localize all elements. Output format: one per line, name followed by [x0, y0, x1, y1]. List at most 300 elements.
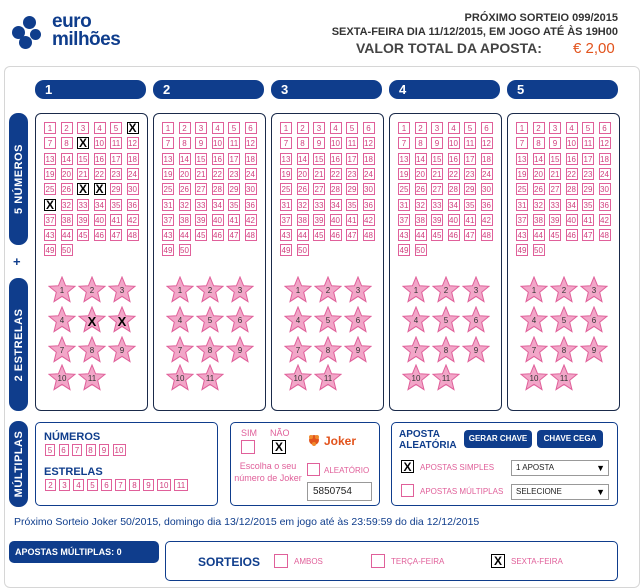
multiple-number-8[interactable]: 8 — [86, 444, 96, 456]
number-cell-3[interactable]: 3 — [195, 122, 207, 134]
number-cell-38[interactable]: 38 — [534, 215, 543, 225]
number-cell-8[interactable]: 8 — [415, 137, 427, 149]
number-cell-10[interactable]: 10 — [449, 139, 458, 149]
star-4[interactable] — [48, 306, 76, 334]
number-cell-37[interactable]: 37 — [163, 215, 173, 225]
number-cell-28[interactable]: 28 — [567, 185, 576, 195]
number-cell-44[interactable]: 44 — [62, 231, 71, 241]
number-cell-19[interactable]: 19 — [163, 169, 173, 179]
number-cell-44[interactable]: 44 — [180, 231, 189, 241]
number-cell-11[interactable]: 11 — [583, 139, 593, 149]
simple-bets-checkbox[interactable]: X — [401, 460, 414, 473]
number-cell-26[interactable]: 26 — [180, 185, 189, 195]
multiple-star-10[interactable]: 10 — [157, 479, 171, 491]
number-cell-42[interactable]: 42 — [128, 215, 137, 225]
number-cell-36[interactable]: 36 — [128, 200, 137, 210]
number-cell-45[interactable]: 45 — [314, 231, 324, 241]
number-cell-47[interactable]: 47 — [347, 231, 357, 241]
number-cell-23[interactable]: 23 — [229, 169, 239, 179]
star-5[interactable] — [196, 306, 224, 334]
number-cell-38[interactable]: 38 — [62, 215, 71, 225]
number-cell-36[interactable]: 36 — [482, 200, 491, 210]
number-cell-14[interactable]: 14 — [298, 154, 307, 164]
number-cell-41[interactable]: 41 — [583, 215, 593, 225]
number-cell-33[interactable]: 33 — [432, 200, 442, 210]
star-2[interactable] — [78, 276, 106, 304]
number-cell-18[interactable]: 18 — [128, 154, 137, 164]
number-cell-37[interactable]: 37 — [399, 215, 409, 225]
number-cell-23[interactable]: 23 — [111, 169, 121, 179]
number-cell-24[interactable]: 24 — [482, 169, 491, 179]
number-cell-4[interactable]: 4 — [448, 122, 460, 134]
blind-key-button[interactable]: CHAVE CEGA — [537, 430, 603, 448]
number-cell-4[interactable]: 4 — [330, 122, 342, 134]
tuesday-checkbox[interactable] — [371, 554, 385, 568]
multiple-number-5[interactable]: 5 — [45, 444, 55, 456]
number-cell-30[interactable]: 30 — [364, 185, 373, 195]
number-cell-1[interactable]: 1 — [280, 122, 292, 134]
star-9[interactable] — [344, 336, 372, 364]
number-cell-29[interactable]: 29 — [347, 185, 357, 195]
star-3[interactable] — [108, 276, 136, 304]
number-cell-16[interactable]: 16 — [331, 154, 340, 164]
number-cell-48[interactable]: 48 — [482, 231, 491, 241]
number-cell-25[interactable]: 25 — [45, 185, 55, 195]
star-7[interactable] — [284, 336, 312, 364]
star-1[interactable] — [520, 276, 548, 304]
number-cell-28[interactable]: X — [95, 182, 104, 197]
number-cell-38[interactable]: 38 — [298, 215, 307, 225]
star-4[interactable] — [520, 306, 548, 334]
star-6[interactable] — [108, 306, 136, 334]
number-cell-22[interactable]: 22 — [567, 169, 576, 179]
star-2[interactable] — [314, 276, 342, 304]
number-cell-20[interactable]: 20 — [298, 169, 307, 179]
number-cell-19[interactable]: 19 — [399, 169, 409, 179]
number-cell-2[interactable]: 2 — [297, 122, 309, 134]
number-cell-20[interactable]: 20 — [62, 169, 71, 179]
multiple-star-2[interactable]: 2 — [45, 479, 56, 491]
number-cell-3[interactable]: 3 — [313, 122, 325, 134]
number-cell-12[interactable]: 12 — [246, 139, 255, 149]
number-cell-9[interactable]: 9 — [431, 137, 443, 149]
number-cell-39[interactable]: 39 — [196, 215, 206, 225]
generate-key-button[interactable]: GERAR CHAVE — [464, 430, 532, 448]
number-cell-48[interactable]: 48 — [246, 231, 255, 241]
multiple-star-4[interactable]: 4 — [73, 479, 84, 491]
number-cell-13[interactable]: 13 — [281, 154, 291, 164]
number-cell-25[interactable]: 25 — [517, 185, 527, 195]
number-cell-49[interactable]: 49 — [163, 246, 173, 256]
number-cell-18[interactable]: 18 — [364, 154, 373, 164]
number-cell-47[interactable]: 47 — [465, 231, 475, 241]
multiple-star-9[interactable]: 9 — [143, 479, 154, 491]
number-cell-24[interactable]: 24 — [128, 169, 137, 179]
number-cell-12[interactable]: 12 — [128, 139, 137, 149]
number-cell-28[interactable]: 28 — [449, 185, 458, 195]
number-cell-38[interactable]: 38 — [180, 215, 189, 225]
number-cell-47[interactable]: 47 — [111, 231, 121, 241]
number-cell-22[interactable]: 22 — [213, 169, 222, 179]
number-cell-13[interactable]: 13 — [45, 154, 55, 164]
number-cell-49[interactable]: 49 — [399, 246, 409, 256]
number-cell-21[interactable]: 21 — [432, 169, 442, 179]
number-cell-34[interactable]: 34 — [449, 200, 458, 210]
number-cell-10[interactable]: 10 — [213, 139, 222, 149]
number-cell-6[interactable]: X — [128, 121, 137, 135]
joker-number-input[interactable]: 5850754 — [307, 482, 372, 501]
multiple-number-6[interactable]: 6 — [59, 444, 69, 456]
number-cell-1[interactable]: 1 — [162, 122, 174, 134]
number-cell-34[interactable]: 34 — [331, 200, 340, 210]
star-9[interactable] — [108, 336, 136, 364]
number-cell-16[interactable]: 16 — [449, 154, 458, 164]
star-3[interactable] — [344, 276, 372, 304]
number-cell-14[interactable]: 14 — [534, 154, 543, 164]
number-cell-3[interactable]: 3 — [77, 122, 89, 134]
multiple-star-6[interactable]: 6 — [101, 479, 112, 491]
number-cell-17[interactable]: 17 — [583, 154, 593, 164]
number-cell-48[interactable]: 48 — [128, 231, 137, 241]
number-cell-3[interactable]: 3 — [549, 122, 561, 134]
number-cell-31[interactable]: 31 — [281, 200, 291, 210]
number-cell-6[interactable]: 6 — [599, 122, 611, 134]
number-cell-49[interactable]: 49 — [517, 246, 527, 256]
number-cell-21[interactable]: 21 — [196, 169, 206, 179]
number-cell-49[interactable]: 49 — [281, 246, 291, 256]
number-cell-29[interactable]: 29 — [583, 185, 593, 195]
number-cell-6[interactable]: 6 — [363, 122, 375, 134]
number-cell-32[interactable]: 32 — [534, 200, 543, 210]
number-cell-39[interactable]: 39 — [550, 215, 560, 225]
star-6[interactable] — [580, 306, 608, 334]
number-cell-19[interactable]: 19 — [281, 169, 291, 179]
multiple-star-3[interactable]: 3 — [59, 479, 70, 491]
number-cell-12[interactable]: 12 — [482, 139, 491, 149]
number-cell-19[interactable]: 19 — [45, 169, 55, 179]
number-cell-11[interactable]: 11 — [465, 139, 475, 149]
number-cell-43[interactable]: 43 — [281, 231, 291, 241]
number-cell-16[interactable]: 16 — [213, 154, 222, 164]
number-cell-10[interactable]: 10 — [95, 139, 104, 149]
number-cell-31[interactable]: 31 — [399, 200, 409, 210]
number-cell-42[interactable]: 42 — [364, 215, 373, 225]
number-cell-8[interactable]: 8 — [297, 137, 309, 149]
number-cell-34[interactable]: 34 — [95, 200, 104, 210]
number-cell-18[interactable]: 18 — [600, 154, 609, 164]
number-cell-1[interactable]: 1 — [516, 122, 528, 134]
number-cell-12[interactable]: 12 — [600, 139, 609, 149]
star-1[interactable] — [284, 276, 312, 304]
number-cell-49[interactable]: 49 — [45, 246, 55, 256]
number-cell-35[interactable]: 35 — [465, 200, 475, 210]
star-10[interactable] — [166, 364, 194, 392]
number-cell-40[interactable]: 40 — [95, 215, 104, 225]
number-cell-17[interactable]: 17 — [111, 154, 121, 164]
star-10[interactable] — [284, 364, 312, 392]
number-cell-25[interactable]: 25 — [163, 185, 173, 195]
multiple-number-9[interactable]: 9 — [99, 444, 109, 456]
number-cell-50[interactable]: 50 — [298, 246, 307, 256]
number-cell-37[interactable]: 37 — [281, 215, 291, 225]
multiple-number-7[interactable]: 7 — [72, 444, 82, 456]
number-cell-31[interactable]: 31 — [517, 200, 527, 210]
star-10[interactable] — [402, 364, 430, 392]
number-cell-9[interactable]: X — [78, 136, 87, 151]
star-4[interactable] — [166, 306, 194, 334]
star-1[interactable] — [402, 276, 430, 304]
star-8[interactable] — [78, 336, 106, 364]
number-cell-33[interactable]: 33 — [550, 200, 560, 210]
number-cell-48[interactable]: 48 — [600, 231, 609, 241]
number-cell-9[interactable]: 9 — [549, 137, 561, 149]
number-cell-7[interactable]: 7 — [280, 137, 292, 149]
number-cell-4[interactable]: 4 — [94, 122, 106, 134]
number-cell-7[interactable]: 7 — [398, 137, 410, 149]
star-5[interactable] — [550, 306, 578, 334]
multiple-star-11[interactable]: 11 — [174, 479, 188, 491]
star-8[interactable] — [196, 336, 224, 364]
number-cell-2[interactable]: 2 — [61, 122, 73, 134]
number-cell-25[interactable]: 25 — [399, 185, 409, 195]
number-cell-24[interactable]: 24 — [246, 169, 255, 179]
number-cell-40[interactable]: 40 — [449, 215, 458, 225]
number-cell-7[interactable]: 7 — [516, 137, 528, 149]
star-6[interactable] — [344, 306, 372, 334]
number-cell-31[interactable]: 31 — [163, 200, 173, 210]
star-2[interactable] — [196, 276, 224, 304]
number-cell-45[interactable]: 45 — [78, 231, 88, 241]
multiple-star-5[interactable]: 5 — [87, 479, 98, 491]
star-11[interactable] — [314, 364, 342, 392]
star-10[interactable] — [48, 364, 76, 392]
number-cell-15[interactable]: 15 — [550, 154, 560, 164]
number-cell-4[interactable]: 4 — [212, 122, 224, 134]
number-cell-30[interactable]: 30 — [128, 185, 137, 195]
number-cell-39[interactable]: 39 — [432, 215, 442, 225]
number-cell-39[interactable]: 39 — [314, 215, 324, 225]
number-cell-16[interactable]: 16 — [567, 154, 576, 164]
number-cell-4[interactable]: 4 — [566, 122, 578, 134]
number-cell-46[interactable]: 46 — [213, 231, 222, 241]
number-cell-41[interactable]: 41 — [465, 215, 475, 225]
number-cell-2[interactable]: 2 — [533, 122, 545, 134]
number-cell-7[interactable]: 7 — [44, 137, 56, 149]
number-cell-46[interactable]: 46 — [449, 231, 458, 241]
number-cell-17[interactable]: 17 — [229, 154, 239, 164]
number-cell-6[interactable]: 6 — [245, 122, 257, 134]
number-cell-27[interactable]: 27 — [550, 185, 560, 195]
number-cell-8[interactable]: 8 — [533, 137, 545, 149]
number-cell-35[interactable]: 35 — [111, 200, 121, 210]
number-cell-29[interactable]: 29 — [111, 185, 121, 195]
number-cell-1[interactable]: 1 — [44, 122, 56, 134]
number-cell-10[interactable]: 10 — [567, 139, 576, 149]
number-cell-26[interactable]: 26 — [416, 185, 425, 195]
number-cell-46[interactable]: 46 — [567, 231, 576, 241]
number-cell-18[interactable]: 18 — [246, 154, 255, 164]
star-5[interactable] — [432, 306, 460, 334]
number-cell-21[interactable]: 21 — [314, 169, 324, 179]
number-cell-32[interactable]: 32 — [62, 200, 71, 210]
number-cell-41[interactable]: 41 — [111, 215, 121, 225]
number-cell-9[interactable]: 9 — [195, 137, 207, 149]
star-2[interactable] — [432, 276, 460, 304]
star-9[interactable] — [462, 336, 490, 364]
multiple-bets-checkbox[interactable] — [401, 484, 414, 497]
number-cell-32[interactable]: 32 — [298, 200, 307, 210]
number-cell-45[interactable]: 45 — [550, 231, 560, 241]
star-8[interactable] — [314, 336, 342, 364]
number-cell-20[interactable]: 20 — [416, 169, 425, 179]
number-cell-15[interactable]: 15 — [432, 154, 442, 164]
star-7[interactable] — [520, 336, 548, 364]
number-cell-41[interactable]: 41 — [347, 215, 357, 225]
number-cell-32[interactable]: 32 — [416, 200, 425, 210]
number-cell-45[interactable]: 45 — [432, 231, 442, 241]
number-cell-19[interactable]: 19 — [517, 169, 527, 179]
number-cell-11[interactable]: 11 — [229, 139, 239, 149]
number-cell-13[interactable]: 13 — [517, 154, 527, 164]
number-cell-14[interactable]: 14 — [180, 154, 189, 164]
star-1[interactable] — [166, 276, 194, 304]
star-11[interactable] — [550, 364, 578, 392]
star-11[interactable] — [432, 364, 460, 392]
star-8[interactable] — [550, 336, 578, 364]
number-cell-30[interactable]: 30 — [482, 185, 491, 195]
number-cell-5[interactable]: 5 — [228, 122, 240, 134]
star-10[interactable] — [520, 364, 548, 392]
number-cell-40[interactable]: 40 — [331, 215, 340, 225]
number-cell-36[interactable]: 36 — [600, 200, 609, 210]
number-cell-6[interactable]: 6 — [481, 122, 493, 134]
number-cell-35[interactable]: 35 — [229, 200, 239, 210]
number-cell-3[interactable]: 3 — [431, 122, 443, 134]
multiple-bets-select[interactable]: SELECIONE ▼ — [511, 484, 609, 500]
number-cell-29[interactable]: 29 — [465, 185, 475, 195]
joker-no-checkbox[interactable]: X — [272, 440, 286, 454]
number-cell-50[interactable]: 50 — [62, 246, 71, 256]
number-cell-24[interactable]: 24 — [364, 169, 373, 179]
number-cell-30[interactable]: 30 — [600, 185, 609, 195]
number-cell-50[interactable]: 50 — [534, 246, 543, 256]
number-cell-33[interactable]: 33 — [78, 200, 88, 210]
number-cell-15[interactable]: 15 — [78, 154, 88, 164]
number-cell-38[interactable]: 38 — [416, 215, 425, 225]
number-cell-5[interactable]: 5 — [110, 122, 122, 134]
number-cell-47[interactable]: 47 — [229, 231, 239, 241]
number-cell-26[interactable]: 26 — [534, 185, 543, 195]
star-9[interactable] — [580, 336, 608, 364]
number-cell-18[interactable]: 18 — [482, 154, 491, 164]
number-cell-21[interactable]: 21 — [78, 169, 88, 179]
number-cell-50[interactable]: 50 — [180, 246, 189, 256]
number-cell-13[interactable]: 13 — [399, 154, 409, 164]
number-cell-35[interactable]: 35 — [583, 200, 593, 210]
number-cell-39[interactable]: 39 — [78, 215, 88, 225]
number-cell-20[interactable]: 20 — [180, 169, 189, 179]
number-cell-46[interactable]: 46 — [95, 231, 104, 241]
number-cell-2[interactable]: 2 — [179, 122, 191, 134]
number-cell-21[interactable]: 21 — [550, 169, 560, 179]
number-cell-43[interactable]: 43 — [517, 231, 527, 241]
number-cell-10[interactable]: 10 — [331, 139, 340, 149]
number-cell-43[interactable]: 43 — [399, 231, 409, 241]
star-5[interactable] — [314, 306, 342, 334]
number-cell-36[interactable]: 36 — [246, 200, 255, 210]
star-11[interactable] — [78, 364, 106, 392]
number-cell-22[interactable]: 22 — [331, 169, 340, 179]
number-cell-41[interactable]: 41 — [229, 215, 239, 225]
star-3[interactable] — [462, 276, 490, 304]
number-cell-20[interactable]: 20 — [534, 169, 543, 179]
number-cell-5[interactable]: 5 — [346, 122, 358, 134]
number-cell-7[interactable]: 7 — [162, 137, 174, 149]
number-cell-14[interactable]: 14 — [62, 154, 71, 164]
number-cell-35[interactable]: 35 — [347, 200, 357, 210]
number-cell-40[interactable]: 40 — [567, 215, 576, 225]
number-cell-45[interactable]: 45 — [196, 231, 206, 241]
star-3[interactable] — [226, 276, 254, 304]
number-cell-27[interactable]: X — [78, 182, 87, 197]
number-cell-44[interactable]: 44 — [416, 231, 425, 241]
number-cell-23[interactable]: 23 — [465, 169, 475, 179]
number-cell-17[interactable]: 17 — [347, 154, 357, 164]
both-draws-checkbox[interactable] — [274, 554, 288, 568]
number-cell-48[interactable]: 48 — [364, 231, 373, 241]
star-4[interactable] — [284, 306, 312, 334]
number-cell-30[interactable]: 30 — [246, 185, 255, 195]
number-cell-42[interactable]: 42 — [600, 215, 609, 225]
number-cell-25[interactable]: 25 — [281, 185, 291, 195]
number-cell-26[interactable]: 26 — [62, 185, 71, 195]
number-cell-44[interactable]: 44 — [534, 231, 543, 241]
number-cell-16[interactable]: 16 — [95, 154, 104, 164]
star-7[interactable] — [166, 336, 194, 364]
number-cell-14[interactable]: 14 — [416, 154, 425, 164]
star-2[interactable] — [550, 276, 578, 304]
star-11[interactable] — [196, 364, 224, 392]
number-cell-44[interactable]: 44 — [298, 231, 307, 241]
number-cell-27[interactable]: 27 — [196, 185, 206, 195]
number-cell-12[interactable]: 12 — [364, 139, 373, 149]
number-cell-9[interactable]: 9 — [313, 137, 325, 149]
number-cell-5[interactable]: 5 — [582, 122, 594, 134]
star-9[interactable] — [226, 336, 254, 364]
number-cell-23[interactable]: 23 — [583, 169, 593, 179]
number-cell-13[interactable]: 13 — [163, 154, 173, 164]
number-cell-27[interactable]: 27 — [314, 185, 324, 195]
number-cell-31[interactable]: X — [45, 197, 54, 212]
number-cell-37[interactable]: 37 — [517, 215, 527, 225]
multiple-star-7[interactable]: 7 — [115, 479, 126, 491]
star-7[interactable] — [402, 336, 430, 364]
number-cell-28[interactable]: 28 — [213, 185, 222, 195]
multiple-number-10[interactable]: 10 — [113, 444, 126, 456]
number-cell-24[interactable]: 24 — [600, 169, 609, 179]
number-cell-43[interactable]: 43 — [163, 231, 173, 241]
number-cell-33[interactable]: 33 — [196, 200, 206, 210]
number-cell-22[interactable]: 22 — [449, 169, 458, 179]
number-cell-27[interactable]: 27 — [432, 185, 442, 195]
number-cell-11[interactable]: 11 — [347, 139, 357, 149]
star-8[interactable] — [432, 336, 460, 364]
number-cell-17[interactable]: 17 — [465, 154, 475, 164]
number-cell-26[interactable]: 26 — [298, 185, 307, 195]
star-3[interactable] — [580, 276, 608, 304]
star-4[interactable] — [402, 306, 430, 334]
number-cell-34[interactable]: 34 — [213, 200, 222, 210]
